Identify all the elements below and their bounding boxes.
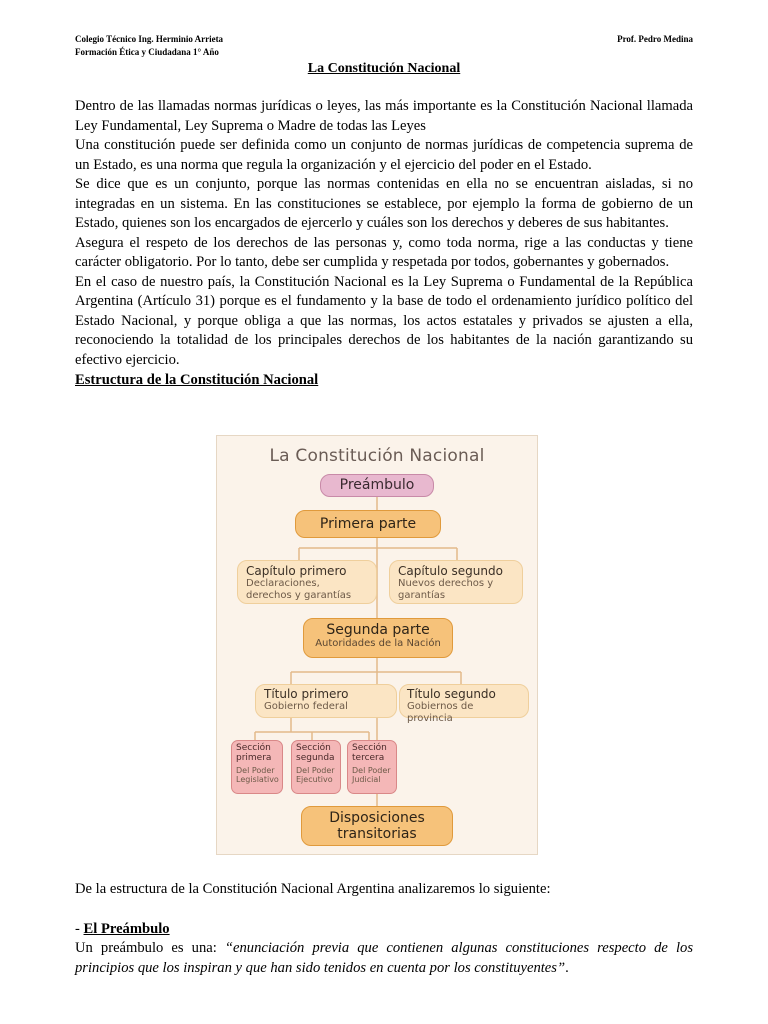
header-left <box>75 33 223 59</box>
seccion-primera-box <box>231 740 283 794</box>
page-title: La Constitución Nacional <box>307 61 461 76</box>
preambulo-quote: “enunciación previa que contienen algunas constituciones respecto de los principios que los inspiran y que han sido tenidos en cuenta por los constituyentes” <box>75 940 693 976</box>
capitulo-segundo-sub: Nuevos derechos y garantías <box>398 578 494 601</box>
preambulo-box: Preámbulo <box>320 474 434 497</box>
analysis-section <box>75 880 693 978</box>
preambulo-lead: Un preámbulo es una: <box>75 940 225 956</box>
seccion-segunda-label: Sección segunda <box>296 743 335 763</box>
disposiciones-transitorias-box: Disposiciones transitorias <box>301 806 453 846</box>
capitulo-segundo-label: Capítulo segundo <box>398 564 503 578</box>
titulo-segundo-label: Título segundo <box>407 687 496 701</box>
paragraph: Dentro de las llamadas normas jurídicas o leyes, las más importante es la Constitución Nacional llamada Ley Fundamental, Ley Suprema o Madre de todas las Leyes <box>75 98 693 134</box>
seccion-segunda-sub: Del Poder Ejecutivo <box>296 766 335 784</box>
segunda-parte-sub: Autoridades de la Nación <box>315 638 441 649</box>
diagram-title: La Constitución Nacional <box>269 446 485 466</box>
segunda-parte-label: Segunda parte <box>326 622 430 638</box>
seccion-tercera-label: Sección tercera <box>352 743 387 763</box>
seccion-primera-sub: Del Poder Legislativo <box>236 766 279 784</box>
seccion-tercera-sub: Del Poder Judicial <box>352 766 391 784</box>
paragraph: Asegura el respeto de los derechos de las personas y, como toda norma, rige a las conductas y tiene carácter obligatorio. Por lo tanto, debe ser cumplida y respetada por todos, gobernantes y gobernados. <box>75 234 693 270</box>
school-name: Colegio Técnico Ing. Herminio Arrieta <box>75 34 224 44</box>
segunda-parte-box <box>303 618 453 658</box>
seccion-tercera-box <box>347 740 397 794</box>
titulo-segundo-box <box>399 684 529 724</box>
constitution-structure-diagram <box>216 435 538 855</box>
analysis-intro: De la estructura de la Constitución Nacional Argentina analizaremos lo siguiente: <box>75 881 551 897</box>
capitulo-segundo-box <box>389 560 523 604</box>
preambulo-definition <box>75 939 693 978</box>
capitulo-primero-sub: Declaraciones, derechos y garantías <box>246 578 352 601</box>
capitulo-primero-label: Capítulo primero <box>246 564 347 578</box>
preambulo-heading-line: - El Preámbulo <box>75 920 170 937</box>
body-text <box>75 97 693 391</box>
paragraph: Se dice que es un conjunto, porque las normas contenidas en ella no se encuentran aisladas, si no integradas en un sistema. En las constituciones se establece, por ejemplo la forma de gobierno de un Estado, quienes son los encargados de ejercerlo y cuáles son los derechos y deberes de sus habitantes. <box>75 176 693 231</box>
seccion-primera-label: Sección primera <box>236 743 272 763</box>
titulo-primero-label: Título primero <box>264 687 349 701</box>
seccion-segunda-box <box>291 740 341 794</box>
titulo-primero-sub: Gobierno federal <box>264 701 348 712</box>
primera-parte-box: Primera parte <box>295 510 441 538</box>
paragraph: Una constitución puede ser definida como un conjunto de normas jurídicas de competencia suprema de un Estado, es una norma que regula la organización y el ejercicio del poder en el Estado. <box>75 137 693 173</box>
preambulo-end: . <box>565 959 569 976</box>
subject-name: Formación Ética y Ciudadana 1° Año <box>75 47 219 57</box>
titulo-segundo-sub: Gobiernos de provincia <box>407 701 474 724</box>
titulo-primero-box <box>255 684 397 718</box>
preambulo-heading: El Preámbulo <box>83 920 170 937</box>
teacher-name: Prof. Pedro Medina <box>617 34 693 44</box>
capitulo-primero-box <box>237 560 377 604</box>
structure-heading: Estructura de la Constitución Nacional <box>75 372 319 388</box>
paragraph: En el caso de nuestro país, la Constitución Nacional es la Ley Suprema o Fundamental de la República Argentina (Artículo 31) porque es el fundamento y la base de todo el ordenamiento jurídico político del Estado Nacional, y porque obliga a que las normas, los actos estatales y privados se ajusten a ella, reconociendo la totalidad de los principales derechos de los habitantes de la nación garantizando su efectivo ejercicio. <box>75 273 693 368</box>
